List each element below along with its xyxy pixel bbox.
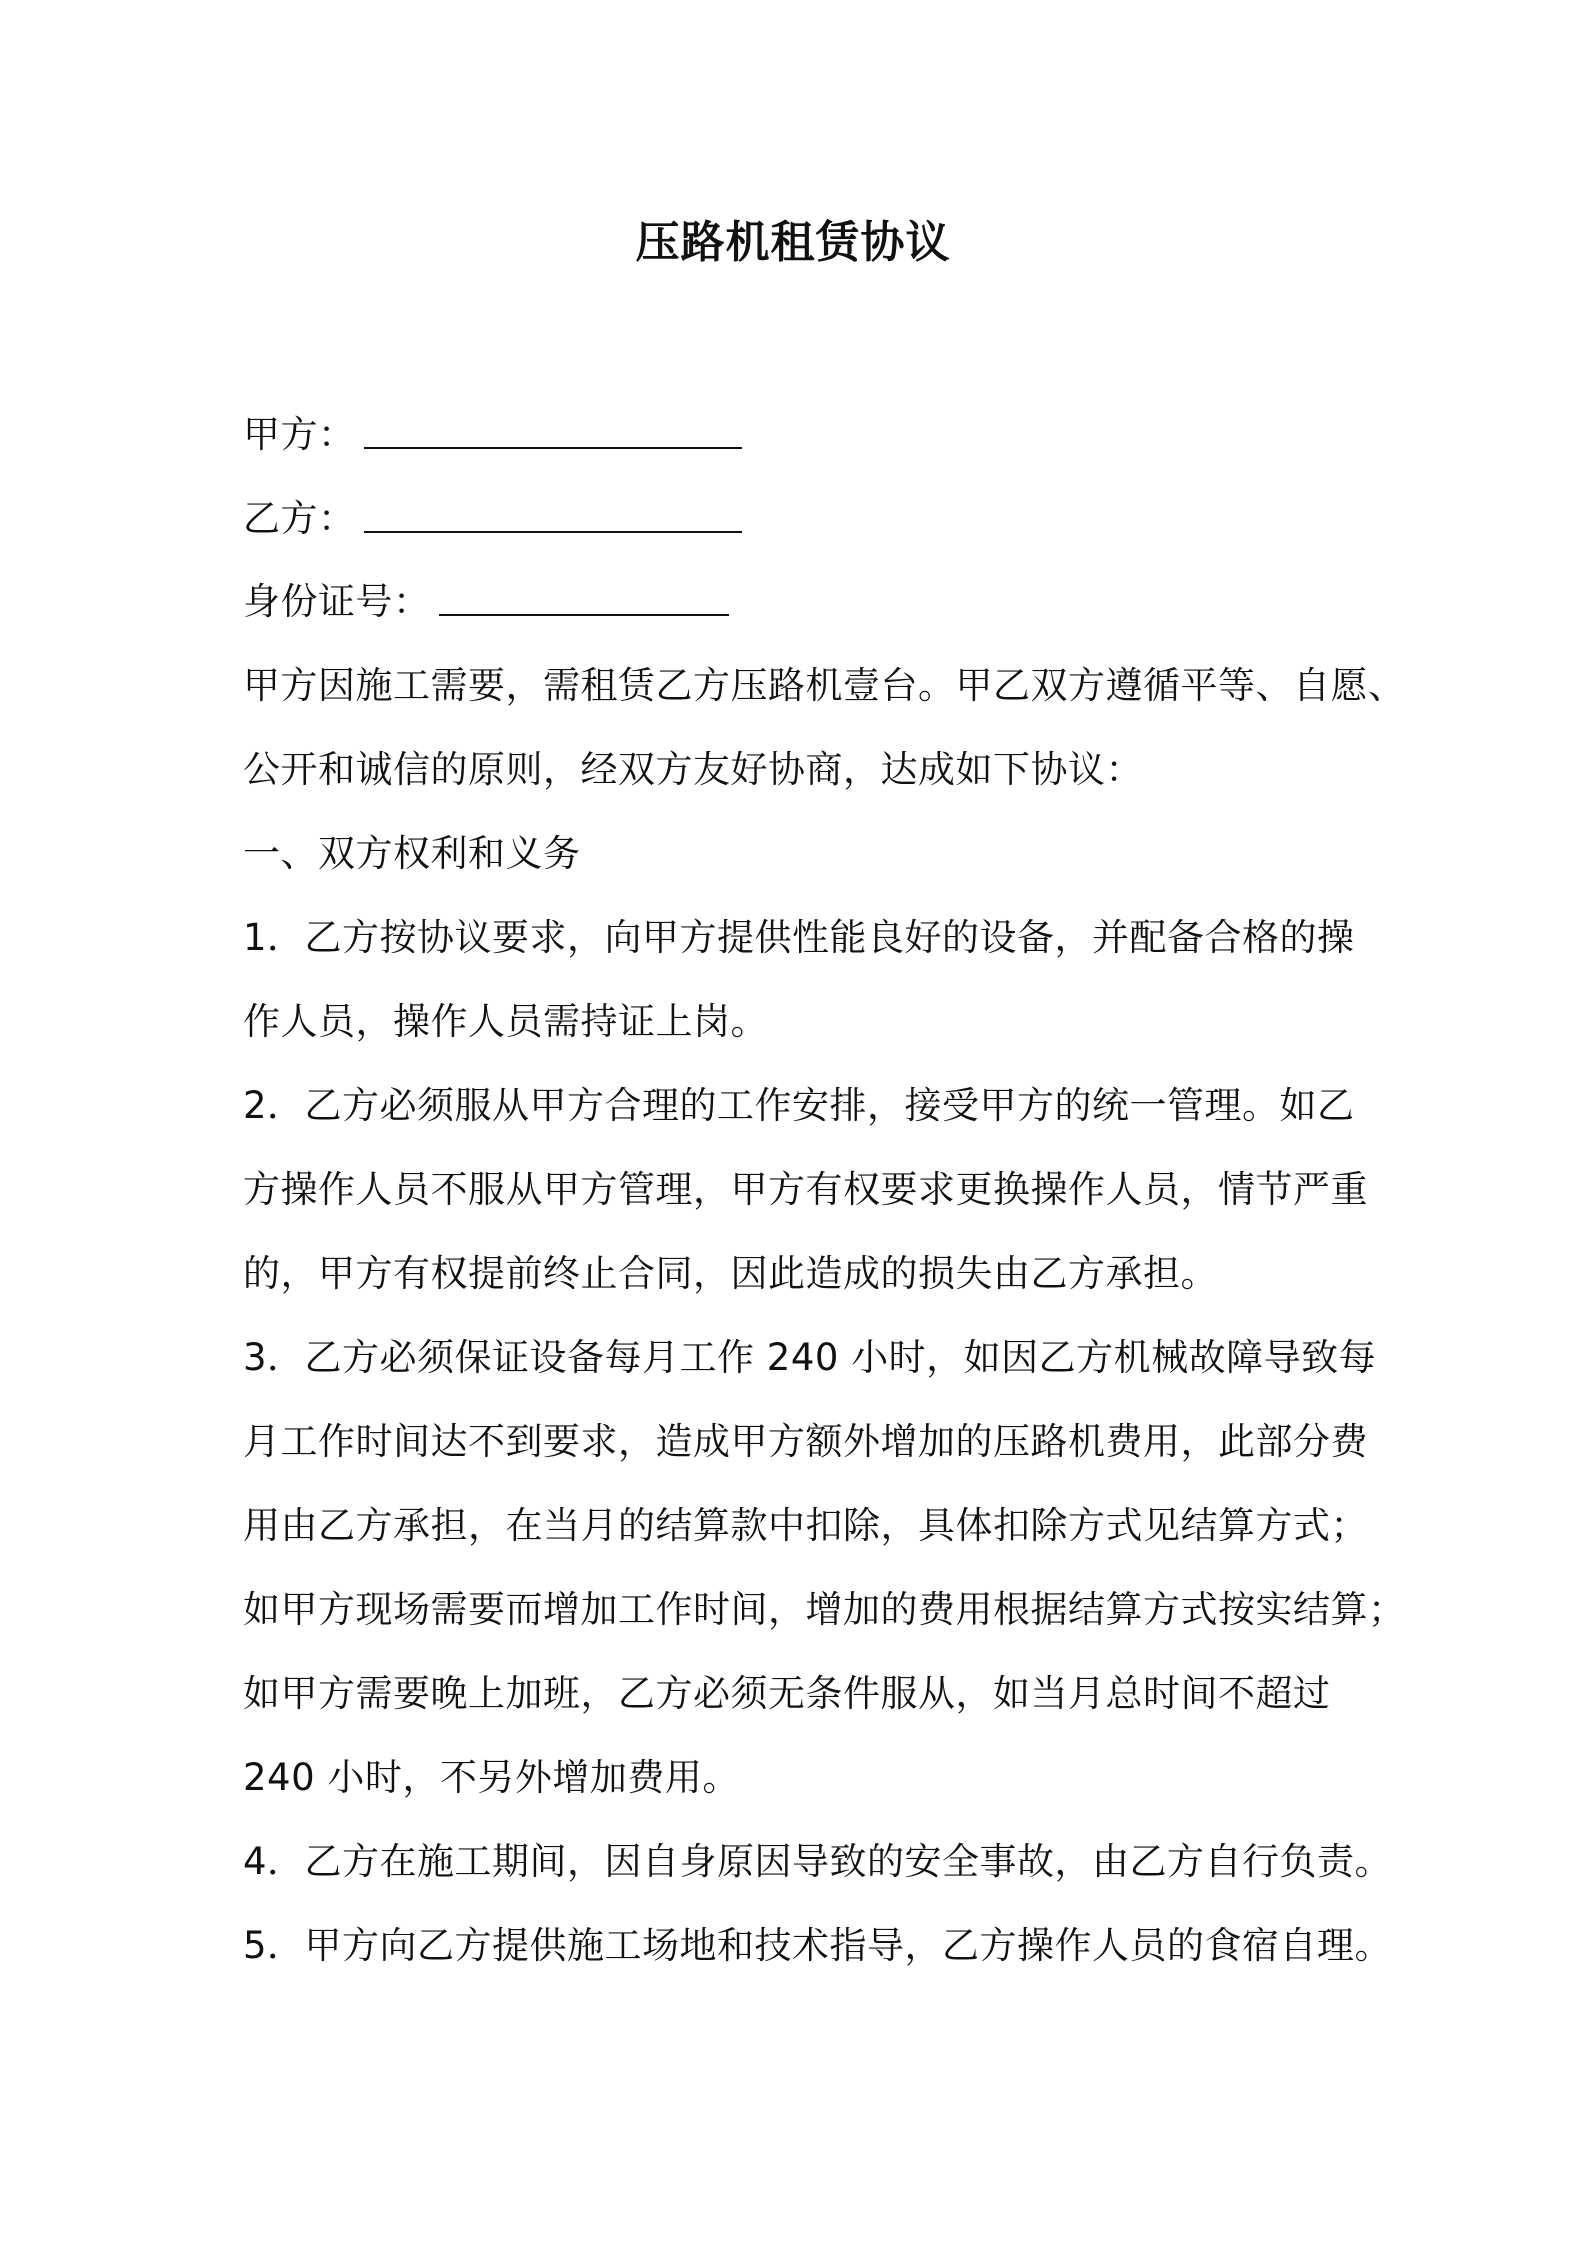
party-b-blank <box>364 501 742 533</box>
clause-line: 如甲方现场需要而增加工作时间，增加的费用根据结算方式按实结算； <box>243 1588 1406 1631</box>
party-a-blank <box>364 417 742 449</box>
party-a-label: 甲方： <box>243 413 356 456</box>
intro-line: 甲方因施工需要，需租赁乙方压路机壹台。甲乙双方遵循平等、自愿、 <box>243 664 1406 707</box>
clause-line: 2．乙方必须服从甲方合理的工作安排，接受甲方的统一管理。如乙 <box>243 1084 1355 1127</box>
id-number-label: 身份证号： <box>243 580 431 623</box>
party-b-label: 乙方： <box>243 497 356 540</box>
party-b-field <box>243 494 1373 544</box>
clause-line: 用由乙方承担，在当月的结算款中扣除，具体扣除方式见结算方式； <box>243 1504 1368 1547</box>
clause-line: 3．乙方必须保证设备每月工作 240 小时，如因乙方机械故障导致每 <box>243 1336 1377 1379</box>
id-number-field <box>243 577 1373 627</box>
party-a-field <box>243 410 1373 460</box>
clause-line: 4．乙方在施工期间，因自身原因导致的安全事故，由乙方自行负责。 <box>243 1840 1393 1883</box>
clause-line: 5．甲方向乙方提供施工场地和技术指导，乙方操作人员的食宿自理。 <box>243 1924 1393 1967</box>
clause-line: 月工作时间达不到要求，造成甲方额外增加的压路机费用，此部分费 <box>243 1420 1368 1463</box>
id-number-blank <box>439 584 729 616</box>
clause-line: 的，甲方有权提前终止合同，因此造成的损失由乙方承担。 <box>243 1252 1218 1295</box>
section-heading: 一、双方权利和义务 <box>243 832 581 875</box>
intro-line: 公开和诚信的原则，经双方友好协商，达成如下协议： <box>243 748 1143 791</box>
clause-line: 1．乙方按协议要求，向甲方提供性能良好的设备，并配备合格的操 <box>243 916 1355 959</box>
clause-line: 作人员，操作人员需持证上岗。 <box>243 1000 768 1043</box>
clause-line: 240 小时，不另外增加费用。 <box>243 1756 740 1799</box>
document-title: 压路机租赁协议 <box>635 217 951 268</box>
clause-line: 方操作人员不服从甲方管理，甲方有权要求更换操作人员，情节严重 <box>243 1168 1368 1211</box>
clause-line: 如甲方需要晚上加班，乙方必须无条件服从，如当月总时间不超过 <box>243 1672 1331 1715</box>
